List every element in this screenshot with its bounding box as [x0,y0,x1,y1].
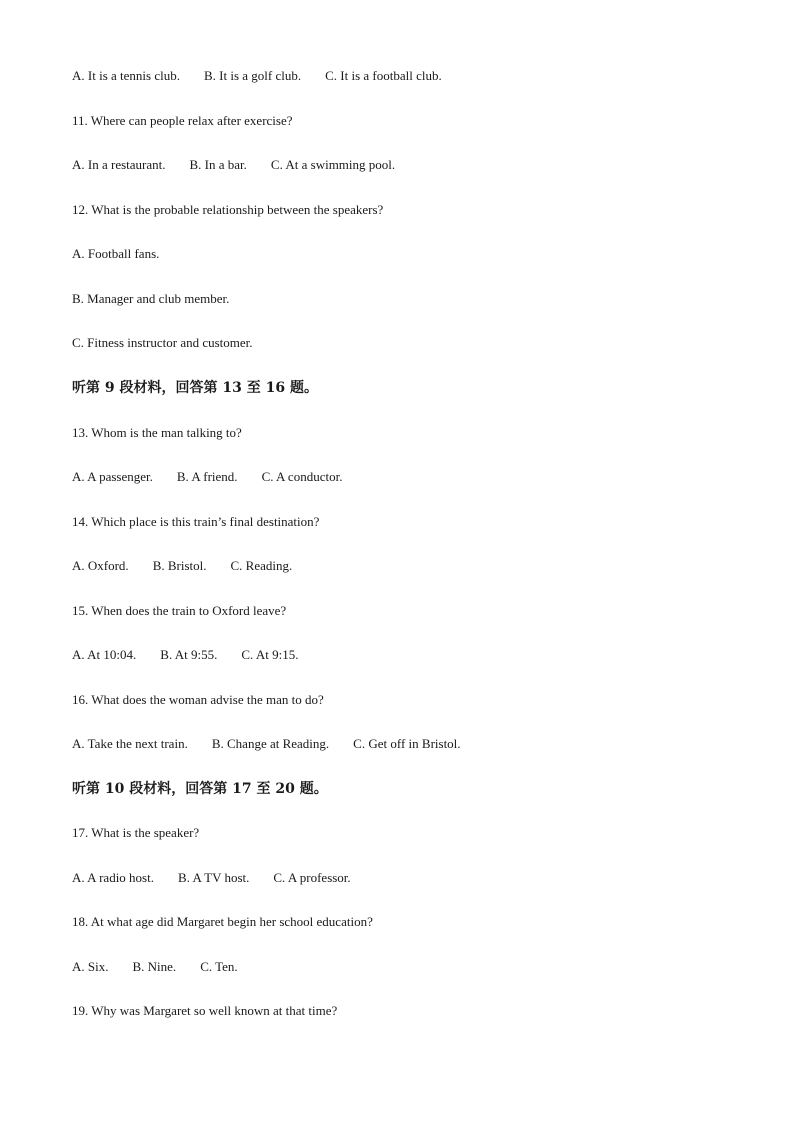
question-13: 13. Whom is the man talking to? [72,425,242,440]
option-b: B. In a bar. [189,157,247,172]
option-c: C. At 9:15. [241,647,299,662]
question-12: 12. What is the probable relationship between the speakers? [72,202,384,217]
option-c: C. Ten. [200,959,238,974]
option-b: B. A TV host. [177,870,250,885]
option-a: A. In a restaurant. [72,157,166,172]
question-15: 15. When does the train to Oxford leave? [72,603,287,618]
option-a: A. Oxford. [72,558,129,573]
question-18: 18. At what age did Margaret begin her school education? [72,914,373,929]
option-a: A. A radio host. [72,870,154,885]
answer-options-q14 [72,558,316,574]
answer-options-q17 [72,870,375,886]
answer-options-q10 [72,68,466,84]
section-heading-9: 听第 9 段材料，回答第 13 至 16 题。 [72,380,318,396]
option-c: C. At a swimming pool. [270,157,396,172]
option-c-q12: C. Fitness instructor and customer. [72,335,253,350]
answer-options-q13 [72,469,366,485]
option-a: A. At 10:04. [72,647,137,662]
option-b: B. A friend. [176,469,238,484]
option-a: A. It is a tennis club. [72,68,180,83]
option-a: A. Take the next train. [72,736,188,751]
answer-options-q15 [72,647,322,663]
option-c: C. Reading. [230,558,293,573]
section-heading-10: 听第 10 段材料，回答第 17 至 20 题。 [72,781,328,797]
option-c: C. It is a football club. [325,68,442,83]
option-b-q12: B. Manager and club member. [72,291,230,306]
option-b: B. Bristol. [152,558,207,573]
option-b: B. It is a golf club. [203,68,302,83]
option-a: A. A passenger. [72,469,153,484]
option-a-q12: A. Football fans. [72,246,160,261]
question-17: 17. What is the speaker? [72,825,200,840]
question-11: 11. Where can people relax after exercise? [72,113,293,128]
question-14: 14. Which place is this train’s final destination? [72,514,320,529]
option-c: C. Get off in Bristol. [353,736,461,751]
option-b: B. Nine. [132,959,177,974]
question-19: 19. Why was Margaret so well known at that time? [72,1003,338,1018]
answer-options-q11 [72,157,419,173]
option-c: C. A professor. [273,870,351,885]
option-c: C. A conductor. [261,469,343,484]
answer-options-q16 [72,736,485,752]
option-a: A. Six. [72,959,109,974]
question-16: 16. What does the woman advise the man to do? [72,692,324,707]
answer-options-q18 [72,959,262,975]
option-b: B. Change at Reading. [211,736,330,751]
option-b: B. At 9:55. [160,647,218,662]
